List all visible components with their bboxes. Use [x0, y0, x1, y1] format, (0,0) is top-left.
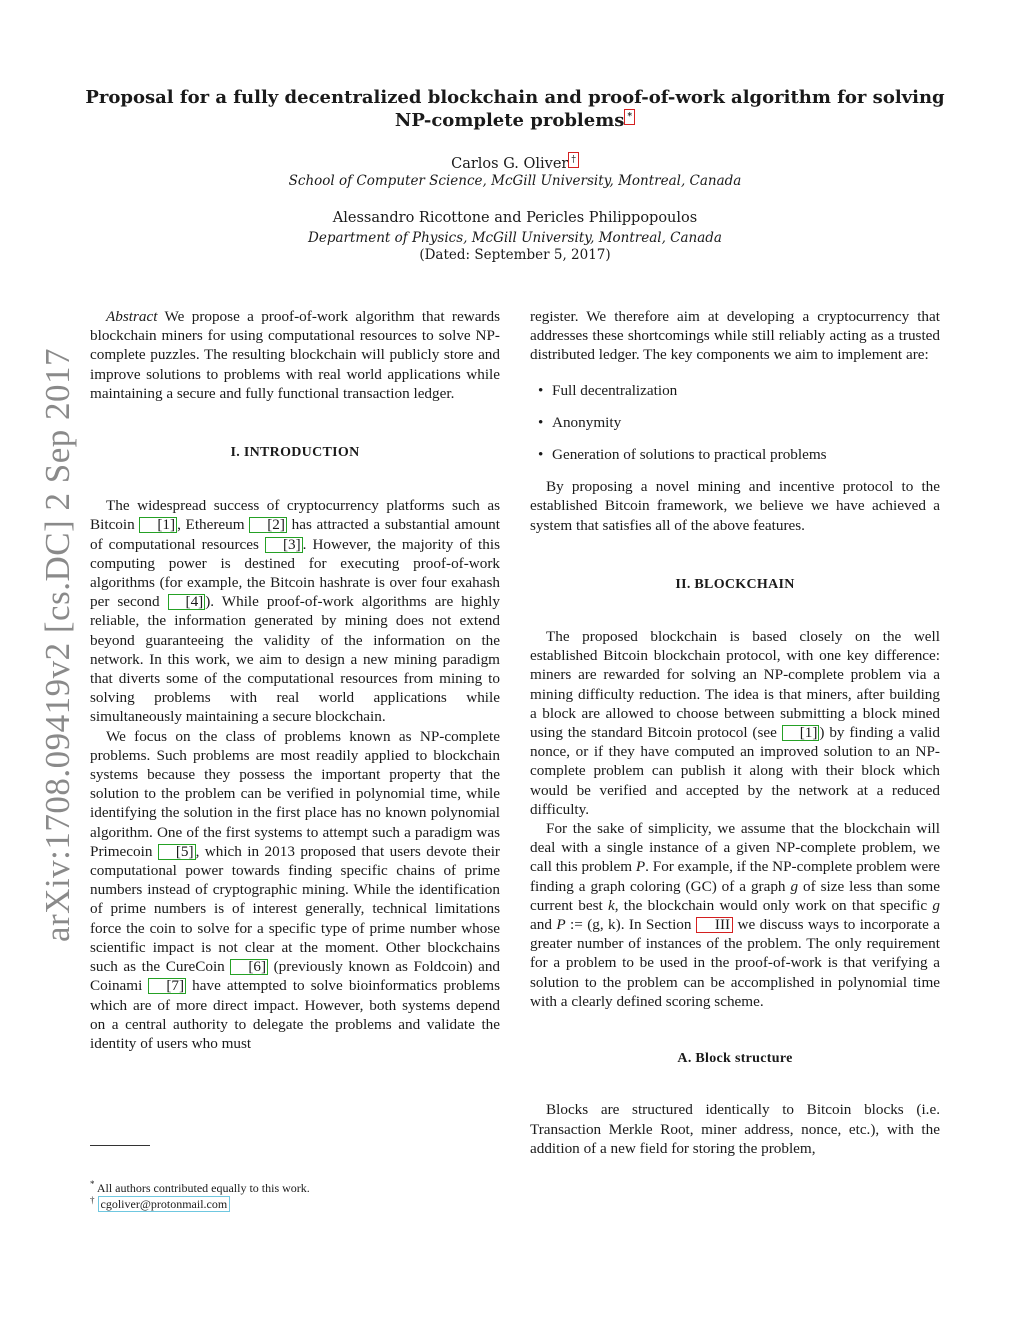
title-footnote-link[interactable]: *: [624, 109, 635, 125]
bc-p1-text-b: ) by finding a valid nonce, or if they have computed an improved solution to an NP-complete problem can publish it along with their block which would be verified and accepted by the network at a reduced difficulty.: [530, 724, 940, 818]
math-k: k: [607, 896, 615, 914]
bc-p2-text-a: For the sake of simplicity, we assume that the blockchain will deal with a single instance of a given NP-complete problem, we call this problem: [530, 820, 940, 876]
abstract-label: Abstract: [106, 308, 158, 325]
bc-p2-text-d: , the blockchain would only work on that specific: [614, 896, 933, 914]
bc-p2-text-b: . For example, if the NP-complete problem were finding a graph coloring (GC) of a graph: [530, 858, 940, 895]
math-g: g: [790, 877, 799, 895]
list-item: • Generation of solutions to practical problems: [552, 445, 940, 464]
title-line-2: NP-complete problems: [394, 110, 625, 131]
intro-p1-text-b: , Ethereum: [177, 516, 250, 534]
intro-p1-text-d: . However, the majority of this computing power is destined for executing proof-of-work algorithms (for example, the Bitcoin hashrate is over four exahash per second: [90, 535, 500, 611]
footnote-2-mark: †: [90, 1195, 95, 1205]
affiliation-2: Department of Physics, McGill University, Montreal, Canada: [308, 230, 722, 246]
bc-p2-text-e: and: [530, 916, 557, 934]
footnote-1-text: All authors contributed equally to this work.: [94, 1181, 310, 1195]
intro-p2-text-d: have attempted to solve bioinformatics problems which are of more direct impact. However, both systems depend on a central authority to delegate the problems and validate the identity of users who must: [90, 977, 500, 1052]
footnote-1-mark: *: [90, 1179, 95, 1189]
author-1-name: Carlos G. Oliver: [451, 155, 569, 172]
math-P-2: P: [556, 916, 566, 934]
authors-2: Alessandro Ricottone and Pericles Philippopoulos: [332, 210, 698, 226]
intro-paragraph-2: [90, 727, 500, 1053]
author-footnote-link[interactable]: †: [568, 152, 579, 168]
intro-p1-text-a: The widespread success of cryptocurrency platforms such as Bitcoin: [90, 497, 500, 534]
citation-5[interactable]: [5]: [158, 844, 196, 860]
section-2-heading: II. BLOCKCHAIN: [675, 576, 795, 592]
list-item: • Anonymity: [552, 413, 940, 432]
section-1-heading: I. INTRODUCTION: [230, 445, 360, 461]
subsection-a-heading: A. Block structure: [677, 1051, 793, 1067]
bc-p2-text-h: we discuss ways to incorporate a greater number of instances of the problem. The only requirement for a problem to be used in the proof-of-work is that verifying a solution to the problem can be accomplished in polynomial time with a clearly defined scoring scheme.: [530, 916, 940, 1010]
citation-6[interactable]: [6]: [230, 959, 268, 975]
math-g-2: g: [932, 896, 940, 914]
footnote-rule: [90, 1145, 150, 1146]
footnote-2: [90, 1192, 510, 1212]
list-item: • Full decentralization: [552, 381, 940, 400]
math-P: P: [635, 858, 646, 876]
title-line-1: Proposal for a fully decentralized blockchain and proof-of-work algorithm for solving: [85, 87, 945, 108]
citation-7[interactable]: [7]: [148, 978, 186, 994]
bc-p2-text-c: of size less than some current best: [530, 877, 940, 914]
email-link[interactable]: cgoliver@protonmail.com: [98, 1196, 231, 1212]
bc-p2-text-f: := (g, k). In Section: [565, 916, 696, 934]
left-column: [90, 307, 500, 1053]
citation-1[interactable]: [1]: [139, 517, 177, 533]
intro-p1-text-e: ). While proof-of-work algorithms are highly reliable, the information generated by mining does not extend beyond guaranteeing the validity of the information on the network. In this work, we aim to design a new mining paradigm that diverts some of the computational resources from mining to solving problems with real world applications while simultaneously maintaining a secure blockchain.: [90, 593, 500, 726]
abstract: [90, 307, 500, 403]
citation-2[interactable]: [2]: [249, 517, 287, 533]
affiliation-1: School of Computer Science, McGill University, Montreal, Canada: [288, 173, 742, 189]
blockchain-paragraph-2: [530, 819, 940, 1011]
intro-p2-text-a: We focus on the class of problems known as NP-complete problems. Such problems are most readily applied to blockchain systems because they possess the important property that the solution to the problem can be verified in polynomial time, while identifying the solution in the first place has no known polynomial algorithm. One of the first systems to attempt such a paradigm was Primecoin: [90, 727, 500, 860]
citation-3[interactable]: [3]: [265, 537, 303, 553]
block-structure-paragraph: Blocks are structured identically to Bitcoin blocks (i.e. Transaction Merkle Root, miner address, nonce, etc.), with the addition of a new field for storing the problem,: [530, 1101, 940, 1157]
abstract-text: We propose a proof-of-work algorithm that rewards blockchain miners for using computational resources to solve NP-complete puzzles. The resulting blockchain will publicly store and improve solutions to problems with real world applications while maintaining a secure and fully functional transaction ledger.: [90, 308, 500, 402]
paper-title: [80, 86, 950, 132]
blockchain-paragraph-1: [530, 627, 940, 819]
bc-p1-text-a: The proposed blockchain is based closely on the well established Bitcoin blockchain protocol, with one key difference: miners are rewarded for solving an NP-complete problem via a mining difficulty reduction. The idea is that miners, after building a block are allowed to choose between submitting a block mined using the standard Bitcoin protocol (see: [530, 628, 940, 742]
arxiv-stamp: [38, 347, 78, 943]
intro-p2-text-b: , which in 2013 proposed that users devote their computational power towards finding specific chains of prime numbers instead of cryptographic mining. While the identification of prime numbers is of interest generally, technical limitations force the coin to solve for a specific type of prime number whose scientific impact is not clear at the moment. Other blockchains such as the CureCoin: [90, 842, 500, 976]
intro-continuation: register. We therefore aim at developing a cryptocurrency that addresses these shortcomings while still reliably acting as a trusted distributed ledger. The key components we aim to implement are:: [530, 308, 940, 364]
dated: (Dated: September 5, 2017): [419, 247, 611, 263]
citation-4[interactable]: [4]: [168, 594, 206, 610]
feature-list: [530, 381, 940, 465]
intro-p2-text-c: (previously known as Foldcoin) and Coinami: [90, 958, 501, 995]
citation-1b[interactable]: [1]: [782, 725, 820, 741]
intro-p1-text-c: has attracted a substantial amount of computational resources: [90, 516, 500, 553]
right-column: [530, 307, 940, 1158]
intro-paragraph-1: [90, 496, 500, 726]
arxiv-id: arXiv:1708.09419v2 [cs.DC] 2 Sep 2017: [38, 347, 77, 943]
section-3-link[interactable]: III: [696, 917, 733, 933]
intro-paragraph-3: By proposing a novel mining and incentive protocol to the established Bitcoin framework, we believe we have achieved a system that satisfies all of the above features.: [530, 478, 940, 534]
author-1: [80, 152, 950, 172]
